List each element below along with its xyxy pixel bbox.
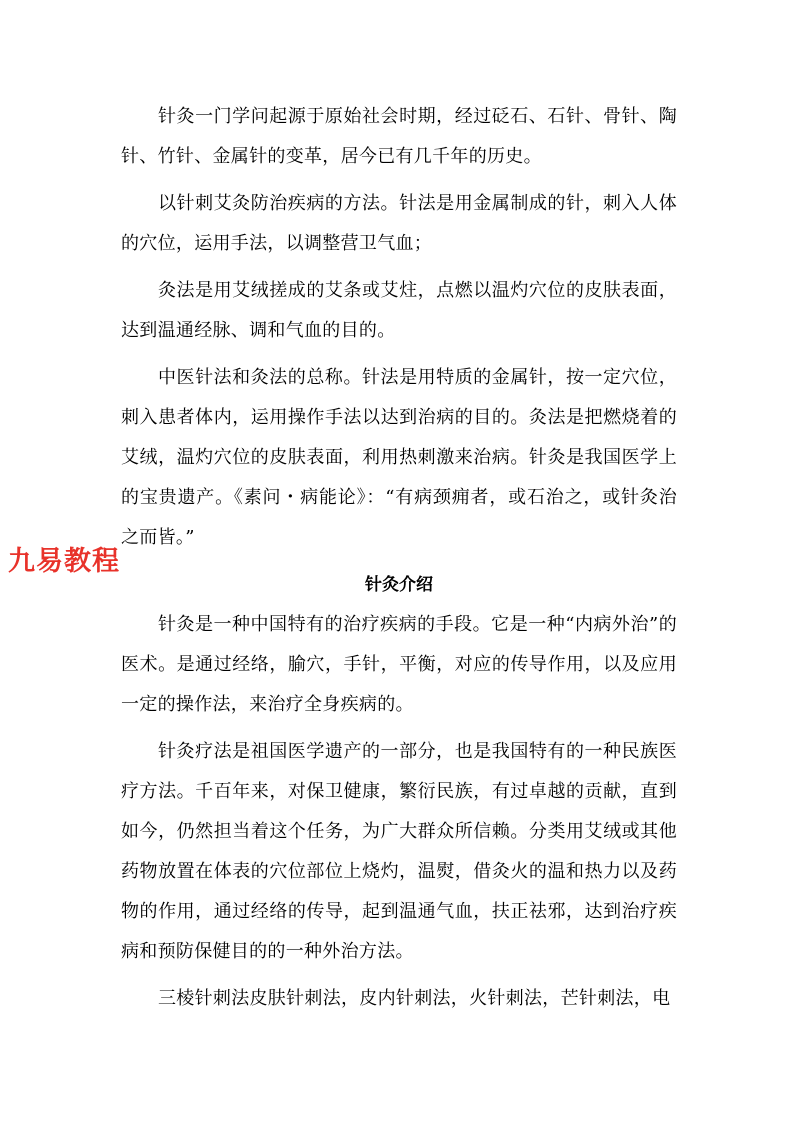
paragraph-origin: 针灸一门学问起源于原始社会时期，经过砭石、石针、骨针、陶针、竹针、金属针的变革，居今已有几千年的历史。 [121,106,677,167]
paragraph-techniques: 三棱针刺法皮肤针刺法，皮内针刺法，火针刺法，芒针刺法，电 [158,988,671,1009]
section-heading: 针灸介绍 [365,575,433,595]
paragraph-moxibustion-method: 灸法是用艾绒搓成的艾条或艾炷，点燃以温灼穴位的皮肤表面，达到温通经脉、调和气血的目的。 [121,280,677,341]
paragraph-introduction: 针灸是一种中国特有的治疗疾病的手段。它是一种“内病外治”的医术。是通过经络，腧穴，手针，平衡，对应的传导作用，以及应用一定的操作法，来治疗全身疾病的。 [121,614,677,715]
watermark-logo: 九易教程 [8,546,120,577]
paragraph-acupuncture-method: 以针刺艾灸防治疾病的方法。针法是用金属制成的针，刺入人体的穴位，运用手法，以调整营卫气血； [121,193,677,254]
document-body [121,97,677,1026]
paragraph-general-definition: 中医针法和灸法的总称。针法是用特质的金属针，按一定穴位，刺入患者体内，运用操作手法以达到治病的目的。灸法是把燃烧着的艾绒，温灼穴位的皮肤表面，利用热刺激来治病。针灸是我国医学上的宝贵遗产。《素问・病能论》：“有病颈痈者，或石治之，或针灸治之而皆。” [121,367,677,548]
paragraph-therapy: 针灸疗法是祖国医学遗产的一部分，也是我国特有的一种民族医疗方法。千百年来，对保卫健康，繁衍民族，有过卓越的贡献，直到如今，仍然担当着这个任务，为广大群众所信赖。分类用艾绒或其他药物放置在体表的穴位部位上烧灼，温熨，借灸火的温和热力以及药物的作用，通过经络的传导，起到温通气血，扶正祛邪，达到治疗疾病和预防保健目的的一种外治方法。 [121,741,677,962]
